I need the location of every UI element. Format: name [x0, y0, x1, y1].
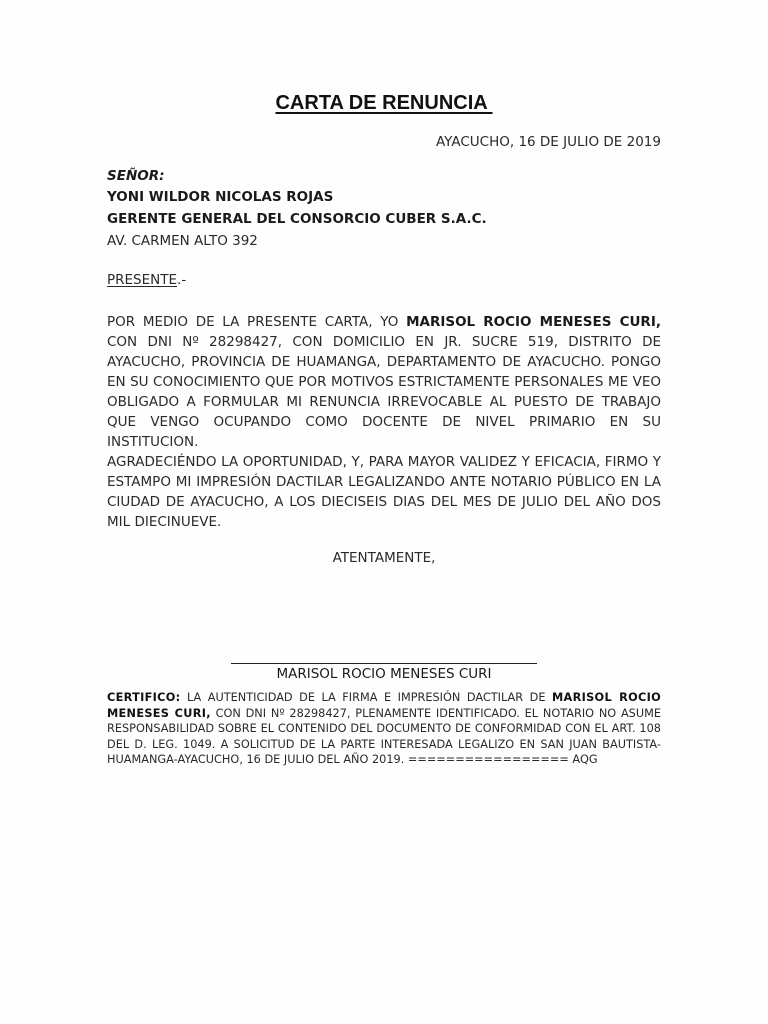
date-line: AYACUCHO, 16 DE JULIO DE 2019	[435, 134, 661, 150]
certification-paragraph	[107, 690, 661, 768]
signature-line	[231, 663, 537, 664]
closing: ATENTAMENTE,	[332, 550, 436, 566]
certification-text-1: LA AUTENTICIDAD DE LA FIRMA E IMPRESIÓN DACTILAR DE	[180, 691, 553, 704]
document-title	[0, 92, 768, 115]
document-title-text: CARTA DE RENUNCIA	[275, 92, 493, 114]
body-p1-rest: CON DNI Nº 28298427, CON DOMICILIO EN JR. SUCRE 519, DISTRITO DE AYACUCHO, PROVINCIA DE HUAMANGA, DEPARTAMENTO DE AYACUCHO. PONGO EN SU CONOCIMIENTO QUE POR MOTIVOS ESTRICTAMENTE PERSONALES ME VEO OBLIGADO A FORMULAR MI RENUNCIA IRREVOCABLE AL PUESTO DE TRABAJO QUE VENGO OCUPANDO COMO DOCENTE DE NIVEL PRIMARIO EN SU INSTITUCION.	[107, 334, 661, 450]
certification-name: MARISOL ROCIO MENESES CURI,	[107, 691, 661, 720]
body-paragraph-1	[107, 312, 661, 452]
recipient-position: GERENTE GENERAL DEL CONSORCIO CUBER S.A.C.	[107, 211, 487, 227]
certification-label: CERTIFICO:	[107, 691, 181, 704]
body-paragraph-2: AGRADECIÉNDO LA OPORTUNIDAD, Y, PARA MAYOR VALIDEZ Y EFICACIA, FIRMO Y ESTAMPO MI IMPRESIÓN DACTILAR LEGALIZANDO ANTE NOTARIO PÚBLICO EN LA CIUDAD DE AYACUCHO, A LOS DIECISEIS DIAS DEL MES DE JULIO DEL AÑO DOS MIL DIECINUEVE.	[107, 454, 661, 530]
body-p1-intro: POR MEDIO DE LA PRESENTE CARTA, YO	[107, 314, 407, 330]
presente-suffix: .-	[177, 272, 187, 288]
recipient-salutation: SEÑOR:	[107, 168, 165, 184]
signature-name: MARISOL ROCIO MENESES CURI	[276, 666, 492, 682]
body-p1-name: MARISOL ROCIO MENESES CURI,	[406, 314, 661, 330]
notary-certification	[107, 690, 661, 768]
recipient-name: YONI WILDOR NICOLAS ROJAS	[107, 189, 334, 205]
presente-word: PRESENTE	[107, 272, 178, 288]
presente-line	[107, 272, 186, 288]
letter-body	[107, 312, 661, 532]
certification-text-2: CON DNI Nº 28298427, PLENAMENTE IDENTIFICADO. EL NOTARIO NO ASUME RESPONSABILIDAD SOBRE EL CONTENIDO DEL DOCUMENTO DE CONFORMIDAD CON EL ART. 108 DEL D. LEG. 1049. A SOLICITUD DE LA PARTE INTERESADA LEGALIZO EN SAN JUAN BAUTISTA-HUAMANGA-AYACUCHO, 16 DE JULIO DEL AÑO 2019. ================= AQG	[107, 706, 661, 766]
recipient-address: AV. CARMEN ALTO 392	[107, 233, 258, 249]
